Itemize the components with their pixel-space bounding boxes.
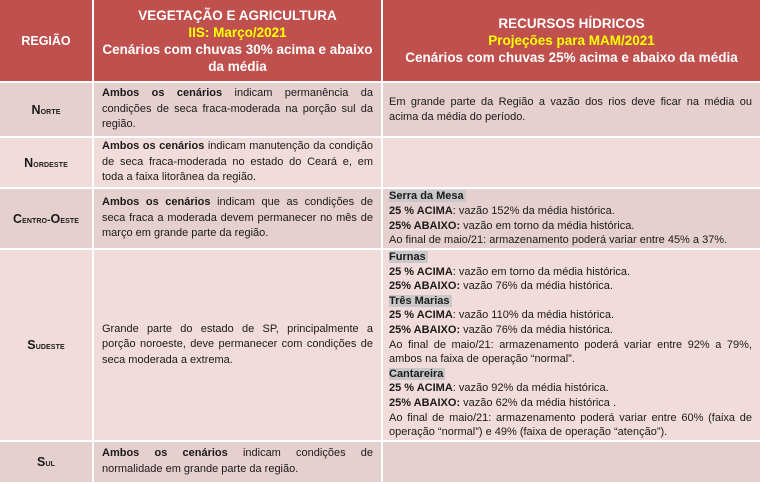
acima-text: : vazão 152% da média histórica. (452, 204, 615, 217)
veg-text: Grande parte do estado de SP, principalmente a porção noroeste, deve permanecer com condições de seca moderada a extrema. (102, 322, 373, 366)
rec-acima (389, 381, 752, 396)
region-rest-2: este (60, 214, 80, 226)
rec-final: Ao final de maio/21: armazenamento poderá variar entre 60% (faixa de operação “normal”) e 49% (faixa de operação “atenção”). (389, 411, 752, 439)
header-row (0, 0, 760, 81)
rec-sudeste (383, 250, 760, 440)
site-cantareira: Cantareira (389, 367, 444, 380)
abaixo-text: vazão 62% da média histórica . (460, 396, 617, 409)
table-row-sul (0, 442, 760, 482)
rec-abaixo (389, 219, 752, 234)
header-recursos (383, 0, 760, 81)
veg-nordeste (94, 138, 381, 187)
acima-label: 25 % ACIMA (389, 382, 453, 395)
region-rest: ul (45, 457, 55, 469)
acima-text: : vazão em torno da média histórica. (452, 265, 631, 278)
abaixo-text: vazão em torno da média histórica. (460, 219, 635, 232)
rec-centro-oeste (383, 189, 760, 248)
region-initial-2: O (50, 211, 61, 226)
region-rest: orte (40, 105, 61, 117)
region-initial: S (37, 454, 46, 469)
acima-text: : vazão 92% da média histórica. (452, 382, 609, 395)
region-sudeste (0, 250, 92, 440)
veg-text: indicam que as condições de seca fraca a moderada devem permanecer no mês de março em grande parte da região. (102, 196, 373, 240)
veg-text: indicam permanência da condições de seca fraca-moderada na porção sul da região. (102, 87, 373, 131)
acima-text: : vazão 110% da média histórica. (452, 309, 614, 322)
site-serra-da-mesa: Serra da Mesa (389, 190, 464, 203)
rec-acima (389, 265, 752, 280)
region-initial: S (27, 337, 36, 352)
veg-centro-oeste (94, 189, 381, 248)
region-initial: N (24, 155, 34, 170)
region-rest: udeste (35, 340, 65, 352)
header-regiao: REGIÃO (0, 0, 92, 81)
region-initial: C (12, 211, 23, 226)
acima-label: 25 % ACIMA (389, 265, 453, 278)
region-centro-oeste (0, 189, 92, 248)
acima-label: 25 % ACIMA (389, 204, 453, 217)
table-row-sudeste (0, 250, 760, 440)
region-norte (0, 83, 92, 136)
table-row-norte (0, 83, 760, 136)
veg-sul (94, 442, 381, 482)
veg-text: indicam condições de normalidade em grande parte da região. (102, 447, 373, 475)
rec-acima (389, 204, 752, 219)
rec-abaixo (389, 396, 752, 411)
abaixo-text: vazão 76% da média histórica. (460, 280, 613, 293)
region-rest: entro- (22, 214, 51, 226)
abaixo-label: 25% ABAIXO: (389, 323, 461, 336)
abaixo-label: 25% ABAIXO: (389, 219, 461, 232)
region-initial: N (31, 102, 41, 117)
rec-acima (389, 308, 752, 323)
header-vegetacao-title: VEGETAÇÃO E AGRICULTURA (138, 7, 337, 23)
rec-final: Ao final de maio/21: armazenamento poderá variar entre 45% a 37%. (389, 234, 728, 247)
abaixo-label: 25% ABAIXO: (389, 396, 461, 409)
header-vegetacao-scenario: Cenários com chuvas 30% acima e abaixo da média (102, 41, 373, 74)
rec-abaixo (389, 323, 752, 338)
header-recursos-title: RECURSOS HÍDRICOS (498, 16, 645, 31)
veg-bold: Ambos os cenários (102, 87, 223, 100)
veg-bold: Ambos os cenários (102, 196, 211, 209)
header-vegetacao (94, 0, 381, 81)
region-rest: ordeste (33, 158, 68, 170)
rec-final: Ao final de maio/21: armazenamento poderá variar entre 92% a 79%, ambos na faixa de operação “normal”. (389, 338, 752, 366)
rec-text: Em grande parte da Região a vazão dos rios deve ficar na média ou acima da média do período. (389, 96, 752, 123)
table-row-centro-oeste (0, 189, 760, 248)
region-sul (0, 442, 92, 482)
header-vegetacao-subtitle: IIS: Março/2021 (188, 24, 287, 40)
veg-bold: Ambos os cenários (102, 447, 228, 460)
acima-label: 25 % ACIMA (389, 309, 453, 322)
abaixo-text: vazão 76% da média histórica. (460, 323, 613, 336)
rec-norte (383, 83, 760, 136)
site-tres-marias: Três Marias (389, 294, 450, 307)
veg-text: indicam manutenção da condição de seca fraca-moderada no estado do Ceará e, em toda a faixa litorânea da região. (102, 140, 373, 184)
veg-sudeste (94, 250, 381, 440)
header-recursos-subtitle: Projeções para MAM/2021 (488, 33, 655, 48)
veg-bold: Ambos os cenários (102, 140, 205, 153)
veg-norte (94, 83, 381, 136)
rec-sul (383, 442, 760, 482)
abaixo-label: 25% ABAIXO: (389, 280, 461, 293)
rec-nordeste (383, 138, 760, 187)
region-nordeste (0, 138, 92, 187)
site-furnas: Furnas (389, 251, 426, 263)
rec-abaixo (389, 279, 752, 294)
table-row-nordeste (0, 138, 760, 187)
header-recursos-scenario: Cenários com chuvas 25% acima e abaixo da média (405, 50, 738, 65)
